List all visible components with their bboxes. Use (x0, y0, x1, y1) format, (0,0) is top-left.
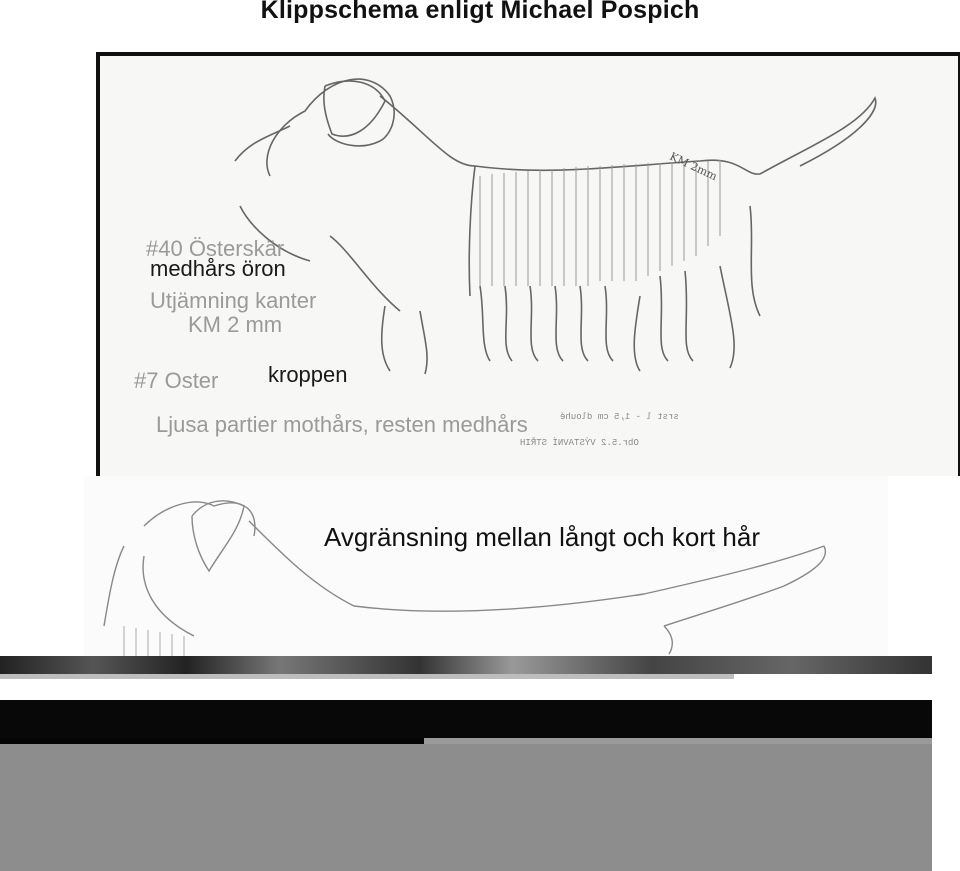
label-km: KM 2 mm (188, 312, 283, 337)
label-osterskar: #40 Österskär (146, 236, 285, 261)
black-band (0, 700, 932, 742)
handwritten-note: KM 2mm (667, 149, 720, 184)
corrupted-band (0, 656, 932, 674)
grey-block (0, 744, 932, 871)
label-medhars-oron: medhårs öron (150, 256, 286, 281)
boundary-caption: Avgränsning mellan långt och kort hår (324, 522, 760, 552)
label-kroppen: kroppen (268, 362, 348, 387)
grooming-sketch (96, 52, 960, 476)
mirrored-print-line-1: srst l - 1,5 cm dlouhé (560, 412, 679, 422)
label-utjamning: Utjämning kanter (150, 288, 317, 313)
corrupted-band-thin (0, 674, 734, 679)
dog-outline-sketch-2 (84, 476, 888, 656)
mirrored-print-line-2: Obr.5.2 VÝSTAVNÍ STŘIH (520, 438, 639, 448)
label-oster-7: #7 Oster (134, 368, 219, 393)
page-title: Klippschema enligt Michael Pospich (260, 0, 700, 24)
bottom-dog-sketch (84, 476, 888, 656)
label-ljusa-partier: Ljusa partier mothårs, resten medhårs (156, 412, 528, 437)
